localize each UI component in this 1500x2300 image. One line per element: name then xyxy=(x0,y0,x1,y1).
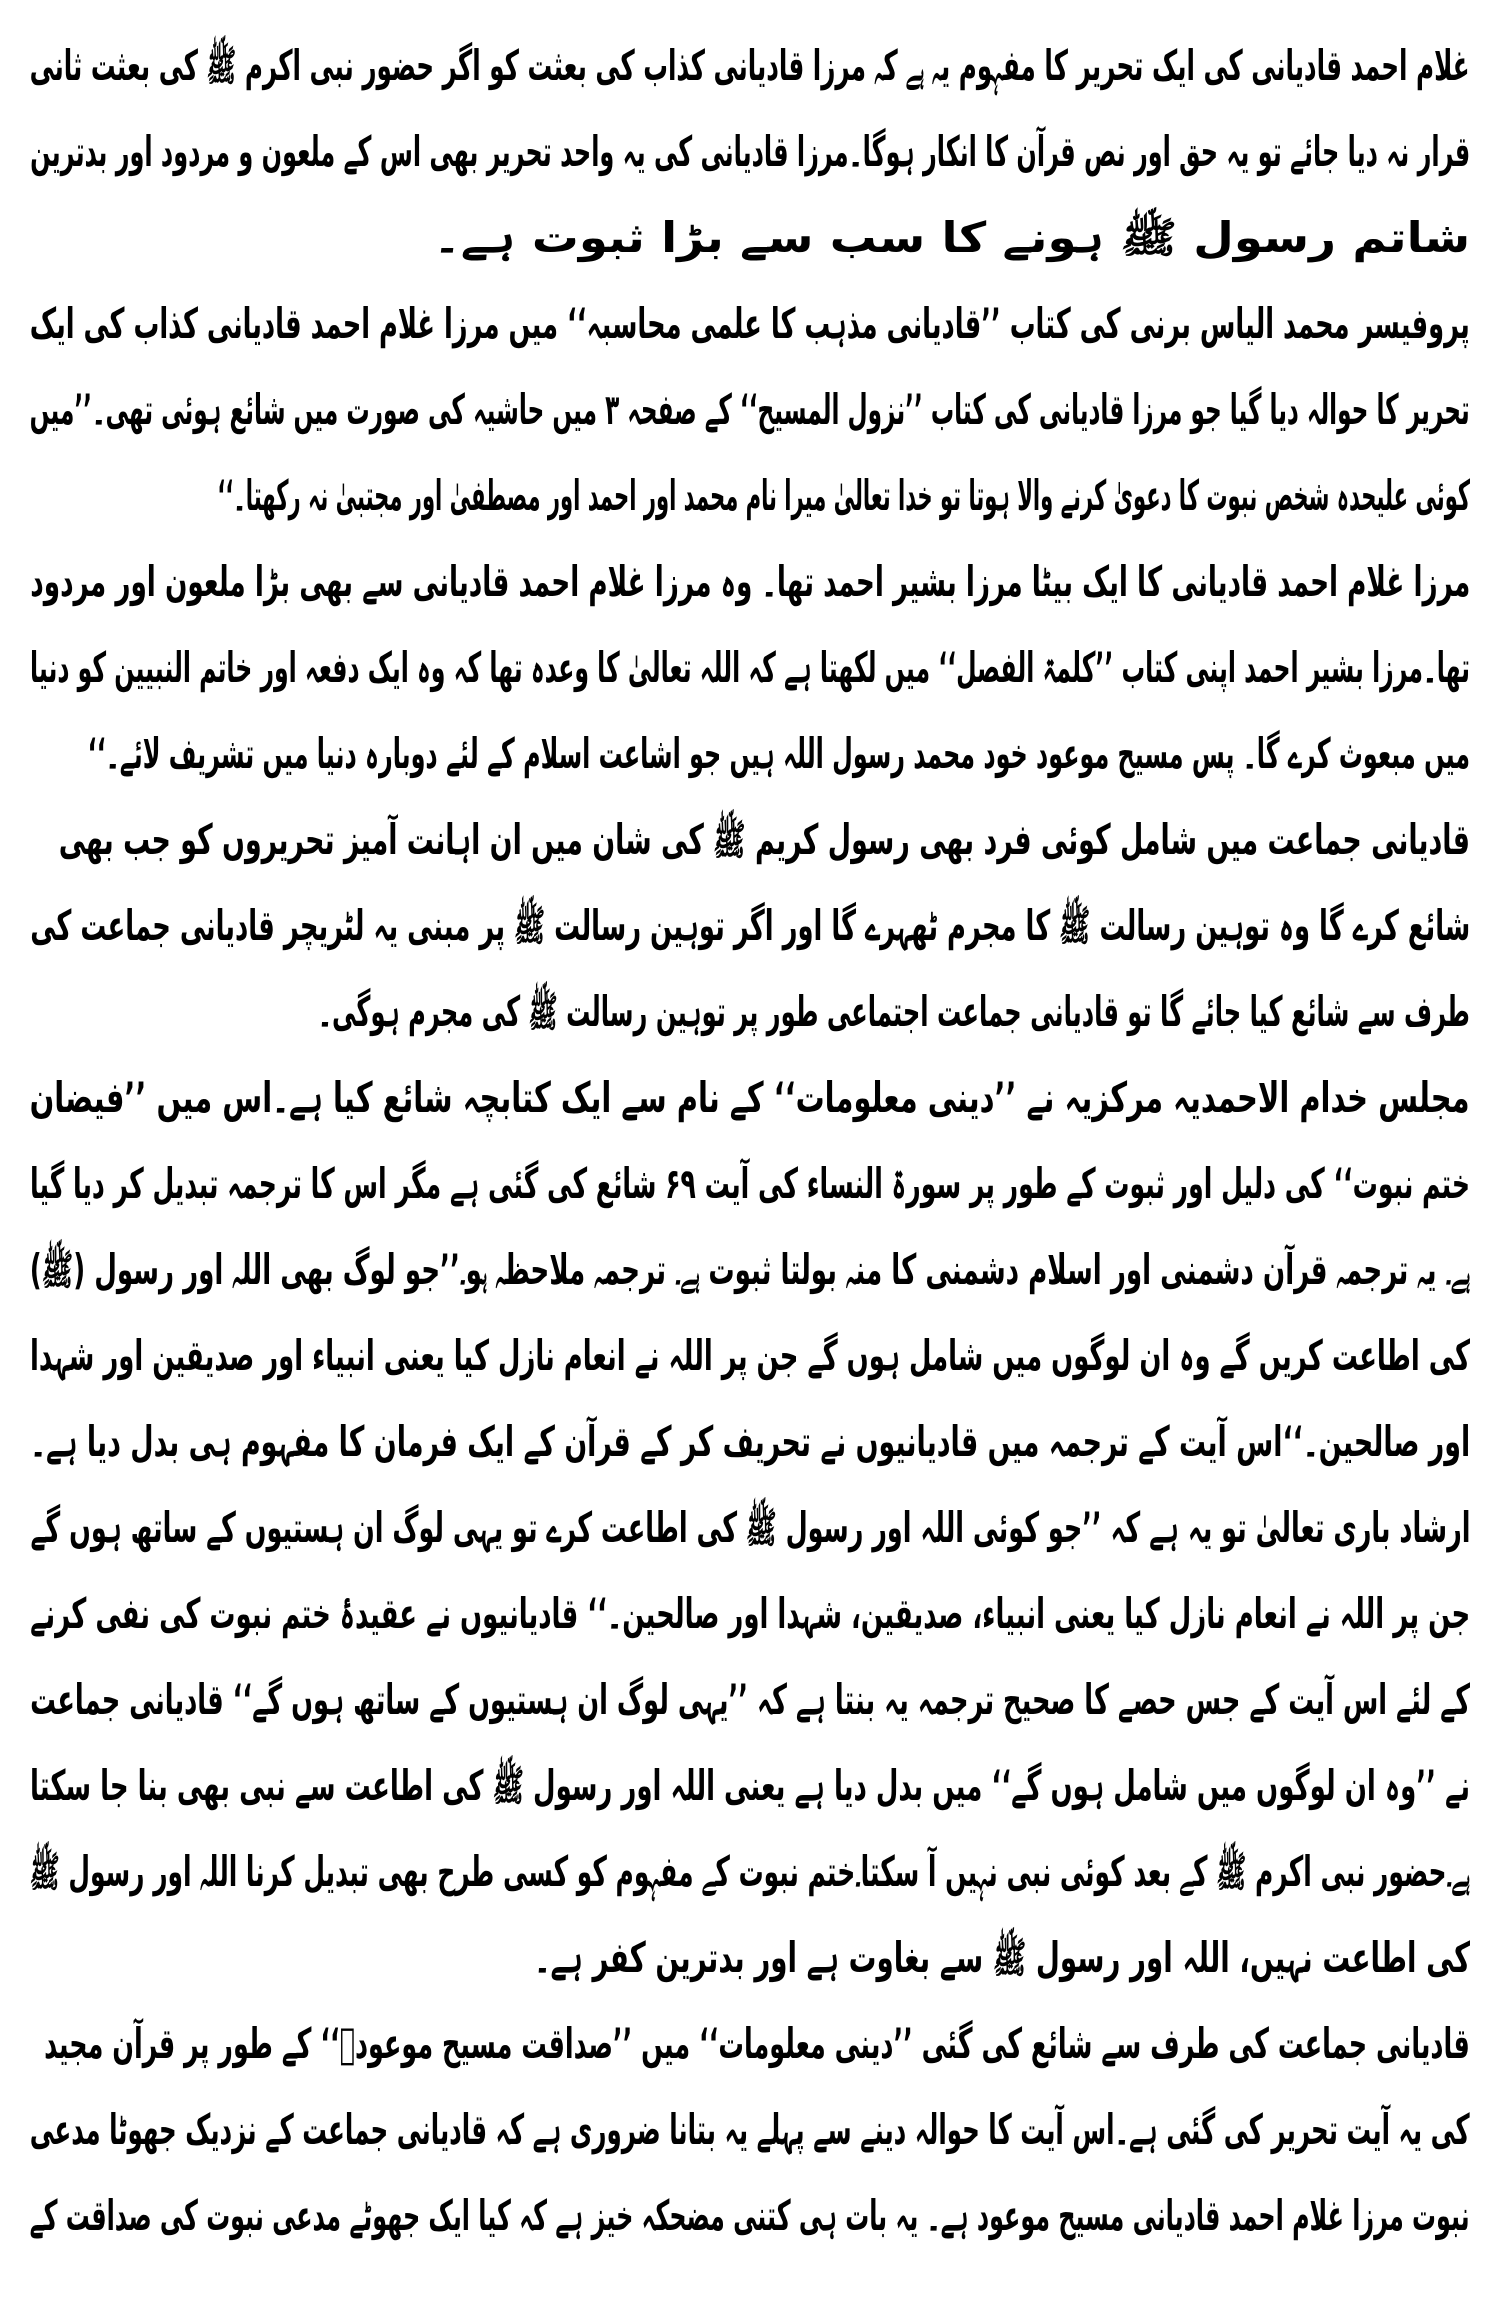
text-line: ارشاد باری تعالیٰ تو یہ ہے کہ ’’جو کوئی اللہ اور رسول ﷺ کی اطاعت کرے تو یہی لوگ ان ہستیوں کے ساتھ ہوں گے xyxy=(30,1503,1470,1552)
text-line: شائع کرے گا وہ توہین رسالت ﷺ کا مجرم ٹھہرے گا اور اگر توہین رسالت ﷺ پر مبنی یہ لٹریچر قادیانی جماعت کی xyxy=(30,901,1470,950)
text-line: ختم نبوت‘‘ کی دلیل اور ثبوت کے طور پر سورۃ النساء کی آیت ۶۹ شائع کی گئی ہے مگر اس کا ترجمہ تبدیل کر دیا گیا xyxy=(30,1159,1470,1208)
text-line: تحریر کا حوالہ دیا گیا جو مرزا قادیانی کی کتاب ’’نزول المسیح‘‘ کے صفحہ ۳ میں حاشیہ کی صورت میں شائع ہوئی تھی۔’’میں xyxy=(30,385,1470,434)
text-line: نبوت مرزا غلام احمد قادیانی مسیح موعود ہے۔ یہ بات ہی کتنی مضحکہ خیز ہے کہ کیا ایک جھوٹے مدعی نبوت کی صداقت کے xyxy=(30,2191,1470,2240)
text-line: ہے۔ یہ ترجمہ قرآن دشمنی اور اسلام دشمنی کا منہ بولتا ثبوت ہے۔ ترجمہ ملاحظہ ہو۔’’جو لوگ بھی اللہ اور رسول (ﷺ) xyxy=(30,1245,1470,1294)
paragraph xyxy=(30,1055,1470,2001)
text-line: اور صالحین۔‘‘اس آیت کے ترجمہ میں قادیانیوں نے تحریف کر کے قرآن کے ایک فرمان کا مفہوم ہی بدل دیا ہے۔ xyxy=(30,1417,1470,1466)
paragraph xyxy=(30,539,1470,797)
paragraph xyxy=(30,281,1470,539)
text-line: پروفیسر محمد الیاس برنی کی کتاب ’’قادیانی مذہب کا علمی محاسبہ‘‘ میں مرزا غلام احمد قادیانی کذاب کی ایک xyxy=(30,299,1470,348)
text-line: قادیانی جماعت میں شامل کوئی فرد بھی رسول کریم ﷺ کی شان میں ان اہانت آمیز تحریروں کو جب بھی xyxy=(58,815,1470,864)
text-line: کی یہ آیت تحریر کی گئی ہے۔اس آیت کا حوالہ دینے سے پہلے یہ بتانا ضروری ہے کہ قادیانی جماعت کے نزدیک جھوٹا مدعی xyxy=(30,2105,1470,2154)
text-line: غلام احمد قادیانی کی ایک تحریر کا مفہوم یہ ہے کہ مرزا قادیانی کذاب کی بعثت کو اگر حضور نبی اکرم ﷺ کی بعثت ثانی xyxy=(30,41,1470,90)
text-line: قرار نہ دیا جائے تو یہ حق اور نص قرآن کا انکار ہوگا۔مرزا قادیانی کی یہ واحد تحریر بھی اس کے ملعون و مردود اور بدترین xyxy=(30,127,1470,176)
text-line: کی اطاعت نہیں، اللہ اور رسول ﷺ سے بغاوت ہے اور بدترین کفر ہے۔ xyxy=(534,1933,1470,1982)
text-line: کی اطاعت کریں گے وہ ان لوگوں میں شامل ہوں گے جن پر اللہ نے انعام نازل کیا یعنی انبیاء اور صدیقین اور شہدا xyxy=(30,1331,1470,1380)
text-line: کے لئے اس آیت کے جس حصے کا صحیح ترجمہ یہ بنتا ہے کہ ’’یہی لوگ ان ہستیوں کے ساتھ ہوں گے‘‘ قادیانی جماعت xyxy=(30,1675,1470,1724)
text-line: ہے۔حضور نبی اکرم ﷺ کے بعد کوئی نبی نہیں آ سکتا۔ختم نبوت کے مفہوم کو کسی طرح بھی تبدیل کرنا اللہ اور رسول ﷺ xyxy=(30,1847,1470,1896)
text-line: میں مبعوث کرے گا۔ پس مسیح موعود خود محمد رسول اللہ ہیں جو اشاعت اسلام کے لئے دوبارہ دنیا میں تشریف لائے۔‘‘ xyxy=(87,729,1470,778)
text-line: نے ’’وہ ان لوگوں میں شامل ہوں گے‘‘ میں بدل دیا ہے یعنی اللہ اور رسول ﷺ کی اطاعت سے نبی بھی بنا جا سکتا xyxy=(30,1761,1470,1810)
text-body xyxy=(30,23,1470,2259)
paragraph xyxy=(30,797,1470,1055)
text-line: تھا۔مرزا بشیر احمد اپنی کتاب ’’کلمۃ الفصل‘‘ میں لکھتا ہے کہ اللہ تعالیٰ کا وعدہ تھا کہ وہ ایک دفعہ اور خاتم النبیین کو دنیا xyxy=(30,643,1470,692)
text-line: مرزا غلام احمد قادیانی کا ایک بیٹا مرزا بشیر احمد تھا۔ وہ مرزا غلام احمد قادیانی سے بھی بڑا ملعون اور مردود xyxy=(30,557,1470,606)
text-line: جن پر اللہ نے انعام نازل کیا یعنی انبیاء، صدیقین، شہدا اور صالحین۔‘‘ قادیانیوں نے عقیدۂ ختم نبوت کی نفی کرنے xyxy=(30,1589,1470,1638)
text-line: کوئی علیحدہ شخص نبوت کا دعویٰ کرنے والا ہوتا تو خدا تعالیٰ میرا نام محمد اور احمد اور مصطفیٰ اور مجتبیٰ نہ رکھتا۔‘‘ xyxy=(217,471,1470,520)
text-line: قادیانی جماعت کی طرف سے شائع کی گئی ’’دینی معلومات‘‘ میں ’’صداقت مسیح موعودؑ‘‘ کے طور پر قرآن مجید xyxy=(44,2019,1470,2068)
paragraph xyxy=(30,2001,1470,2259)
text-line: شاتم رسول ﷺ ہونے کا سب سے بڑا ثبوت ہے۔ xyxy=(433,213,1470,262)
text-line: طرف سے شائع کیا جائے گا تو قادیانی جماعت اجتماعی طور پر توہین رسالت ﷺ کی مجرم ہوگی۔ xyxy=(318,987,1470,1036)
paragraph xyxy=(30,23,1470,281)
text-line: مجلس خدام الاحمدیہ مرکزیہ نے ’’دینی معلومات‘‘ کے نام سے ایک کتابچہ شائع کیا ہے۔اس میں ’’فیضان xyxy=(30,1073,1470,1122)
